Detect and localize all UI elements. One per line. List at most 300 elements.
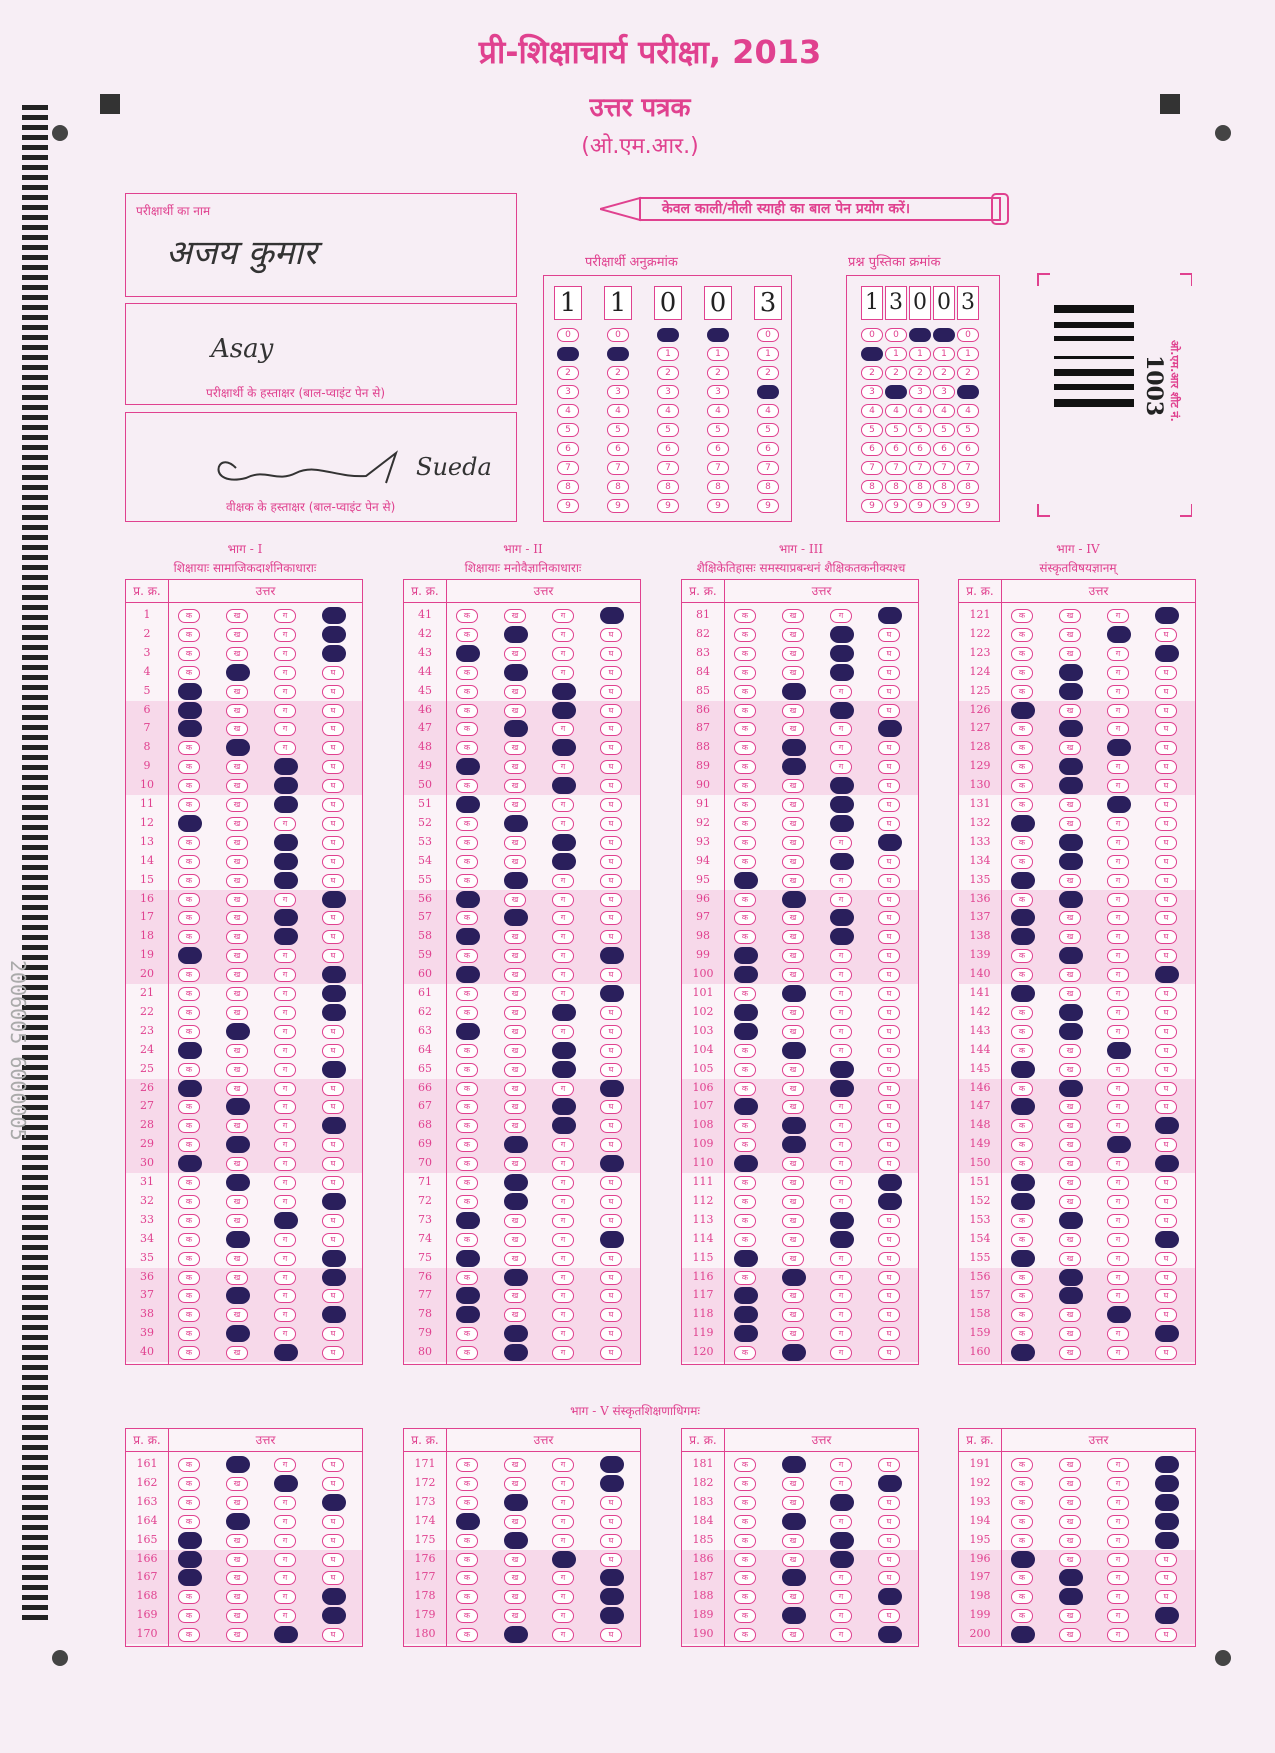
option-bubble[interactable] [226, 1231, 250, 1248]
option-bubble[interactable]: घ [322, 1214, 344, 1228]
option-bubble[interactable]: क [178, 1271, 200, 1285]
option-bubble[interactable]: ग [274, 1252, 296, 1266]
option-bubble[interactable]: ख [504, 930, 526, 944]
option-bubble[interactable]: घ [878, 968, 900, 982]
option-bubble[interactable]: घ [878, 628, 900, 642]
option-bubble[interactable]: ग [552, 930, 574, 944]
option-bubble[interactable]: ग [274, 1100, 296, 1114]
option-bubble[interactable]: घ [1155, 685, 1177, 699]
digit-bubble[interactable]: 4 [885, 404, 907, 418]
digit-bubble[interactable] [757, 385, 779, 399]
option-bubble[interactable]: क [456, 855, 478, 869]
option-bubble[interactable]: घ [322, 760, 344, 774]
option-bubble[interactable]: ग [1107, 949, 1129, 963]
option-bubble[interactable]: क [734, 1571, 756, 1585]
option-bubble[interactable]: घ [1155, 1138, 1177, 1152]
option-bubble[interactable] [178, 1080, 202, 1097]
option-bubble[interactable]: ग [274, 666, 296, 680]
option-bubble[interactable]: घ [322, 685, 344, 699]
option-bubble[interactable]: ग [830, 949, 852, 963]
option-bubble[interactable]: क [178, 1346, 200, 1360]
option-bubble[interactable]: ख [782, 798, 804, 812]
option-bubble[interactable]: घ [600, 760, 622, 774]
option-bubble[interactable]: घ [322, 836, 344, 850]
option-bubble[interactable]: ग [830, 1628, 852, 1642]
digit-bubble[interactable]: 4 [957, 404, 979, 418]
option-bubble[interactable]: ग [274, 1289, 296, 1303]
option-bubble[interactable]: घ [322, 1346, 344, 1360]
digit-bubble[interactable]: 5 [707, 423, 729, 437]
option-bubble[interactable]: ख [782, 1195, 804, 1209]
option-bubble[interactable]: ग [552, 1157, 574, 1171]
digit-bubble[interactable]: 9 [933, 499, 955, 513]
option-bubble[interactable]: क [1011, 1609, 1033, 1623]
option-bubble[interactable]: ग [274, 817, 296, 831]
option-bubble[interactable] [830, 1231, 854, 1248]
option-bubble[interactable]: ग [274, 1458, 296, 1472]
option-bubble[interactable]: घ [600, 1346, 622, 1360]
option-bubble[interactable]: घ [600, 1628, 622, 1642]
option-bubble[interactable]: ख [226, 722, 248, 736]
option-bubble[interactable] [1155, 1513, 1179, 1530]
option-bubble[interactable] [878, 1626, 902, 1643]
option-bubble[interactable]: क [1011, 1327, 1033, 1341]
option-bubble[interactable]: घ [878, 1534, 900, 1548]
option-bubble[interactable]: घ [1155, 911, 1177, 925]
option-bubble[interactable]: ग [274, 1571, 296, 1585]
option-bubble[interactable]: ख [782, 874, 804, 888]
option-bubble[interactable] [1059, 1287, 1083, 1304]
option-bubble[interactable]: ख [1059, 1327, 1081, 1341]
option-bubble[interactable]: घ [1155, 1082, 1177, 1096]
option-bubble[interactable] [552, 834, 576, 851]
option-bubble[interactable] [456, 1023, 480, 1040]
option-bubble[interactable]: घ [1155, 1044, 1177, 1058]
option-bubble[interactable]: क [734, 893, 756, 907]
option-bubble[interactable]: ख [504, 1025, 526, 1039]
option-bubble[interactable]: क [456, 722, 478, 736]
option-bubble[interactable] [504, 1269, 528, 1286]
option-bubble[interactable]: क [1011, 968, 1033, 982]
option-bubble[interactable]: ग [830, 1590, 852, 1604]
option-bubble[interactable]: घ [322, 817, 344, 831]
option-bubble[interactable] [782, 985, 806, 1002]
option-bubble[interactable]: ग [274, 1063, 296, 1077]
option-bubble[interactable] [830, 1551, 854, 1568]
option-bubble[interactable]: ग [274, 1082, 296, 1096]
option-bubble[interactable]: ग [552, 1233, 574, 1247]
option-bubble[interactable]: घ [322, 666, 344, 680]
option-bubble[interactable] [830, 702, 854, 719]
option-bubble[interactable]: ख [782, 1063, 804, 1077]
option-bubble[interactable] [552, 853, 576, 870]
option-bubble[interactable]: ख [1059, 1252, 1081, 1266]
option-bubble[interactable] [178, 947, 202, 964]
option-bubble[interactable]: ग [830, 1327, 852, 1341]
option-bubble[interactable]: ग [1107, 1590, 1129, 1604]
option-bubble[interactable] [504, 1344, 528, 1361]
option-bubble[interactable] [322, 966, 346, 983]
option-bubble[interactable] [1155, 1155, 1179, 1172]
digit-box[interactable]: 0 [704, 286, 732, 320]
option-bubble[interactable]: ख [1059, 1458, 1081, 1472]
option-bubble[interactable]: क [734, 722, 756, 736]
option-bubble[interactable]: क [734, 1082, 756, 1096]
option-bubble[interactable]: क [456, 1571, 478, 1585]
digit-bubble[interactable]: 7 [933, 461, 955, 475]
digit-bubble[interactable]: 3 [557, 385, 579, 399]
option-bubble[interactable]: ग [830, 1458, 852, 1472]
option-bubble[interactable]: ख [1059, 1138, 1081, 1152]
option-bubble[interactable]: घ [878, 1346, 900, 1360]
option-bubble[interactable]: ख [782, 1100, 804, 1114]
option-bubble[interactable]: क [456, 609, 478, 623]
digit-bubble[interactable]: 6 [657, 442, 679, 456]
option-bubble[interactable] [552, 1042, 576, 1059]
option-bubble[interactable] [1059, 1023, 1083, 1040]
option-bubble[interactable]: क [734, 1553, 756, 1567]
option-bubble[interactable]: घ [322, 855, 344, 869]
option-bubble[interactable] [600, 1155, 624, 1172]
option-bubble[interactable]: ग [1107, 609, 1129, 623]
digit-bubble[interactable]: 3 [657, 385, 679, 399]
option-bubble[interactable]: घ [322, 1534, 344, 1548]
option-bubble[interactable]: ख [1059, 1553, 1081, 1567]
option-bubble[interactable]: घ [1155, 1100, 1177, 1114]
option-bubble[interactable]: क [456, 666, 478, 680]
option-bubble[interactable] [1059, 1588, 1083, 1605]
option-bubble[interactable]: ग [1107, 1063, 1129, 1077]
option-bubble[interactable]: घ [322, 1327, 344, 1341]
option-bubble[interactable]: घ [322, 1515, 344, 1529]
option-bubble[interactable]: घ [1155, 949, 1177, 963]
option-bubble[interactable]: क [734, 779, 756, 793]
digit-bubble[interactable]: 1 [757, 347, 779, 361]
option-bubble[interactable]: घ [878, 1233, 900, 1247]
option-bubble[interactable] [1155, 607, 1179, 624]
option-bubble[interactable]: क [734, 930, 756, 944]
option-bubble[interactable]: ग [552, 1214, 574, 1228]
option-bubble[interactable]: क [456, 874, 478, 888]
option-bubble[interactable]: क [734, 609, 756, 623]
option-bubble[interactable]: क [1011, 1233, 1033, 1247]
option-bubble[interactable]: ख [226, 1063, 248, 1077]
digit-bubble[interactable] [909, 328, 931, 342]
option-bubble[interactable]: क [734, 1195, 756, 1209]
digit-bubble[interactable]: 7 [557, 461, 579, 475]
option-bubble[interactable]: ग [552, 1082, 574, 1096]
option-bubble[interactable]: क [178, 609, 200, 623]
option-bubble[interactable] [274, 777, 298, 794]
option-bubble[interactable] [734, 947, 758, 964]
option-bubble[interactable] [1059, 777, 1083, 794]
option-bubble[interactable]: ग [552, 1252, 574, 1266]
option-bubble[interactable]: घ [600, 1176, 622, 1190]
option-bubble[interactable] [1011, 815, 1035, 832]
option-bubble[interactable] [456, 758, 480, 775]
option-bubble[interactable]: ग [1107, 855, 1129, 869]
option-bubble[interactable]: ख [782, 911, 804, 925]
option-bubble[interactable]: घ [878, 1006, 900, 1020]
digit-bubble[interactable]: 0 [557, 328, 579, 342]
option-bubble[interactable] [830, 645, 854, 662]
option-bubble[interactable]: ग [552, 987, 574, 1001]
option-bubble[interactable]: घ [600, 685, 622, 699]
digit-bubble[interactable]: 6 [909, 442, 931, 456]
digit-bubble[interactable]: 7 [957, 461, 979, 475]
option-bubble[interactable]: घ [322, 1628, 344, 1642]
digit-bubble[interactable]: 2 [957, 366, 979, 380]
option-bubble[interactable]: ग [274, 987, 296, 1001]
option-bubble[interactable]: क [734, 1119, 756, 1133]
digit-bubble[interactable]: 9 [757, 499, 779, 513]
option-bubble[interactable]: ख [782, 1477, 804, 1491]
option-bubble[interactable]: ग [1107, 1609, 1129, 1623]
option-bubble[interactable] [1155, 1494, 1179, 1511]
option-bubble[interactable] [226, 1023, 250, 1040]
option-bubble[interactable]: क [734, 1534, 756, 1548]
option-bubble[interactable]: घ [1155, 741, 1177, 755]
option-bubble[interactable]: ख [1059, 817, 1081, 831]
option-bubble[interactable]: क [734, 798, 756, 812]
option-bubble[interactable] [734, 1287, 758, 1304]
digit-bubble[interactable]: 4 [557, 404, 579, 418]
option-bubble[interactable] [600, 1456, 624, 1473]
option-bubble[interactable]: ख [504, 1082, 526, 1096]
option-bubble[interactable]: ख [1059, 1044, 1081, 1058]
option-bubble[interactable]: ग [274, 1308, 296, 1322]
option-bubble[interactable]: घ [322, 1553, 344, 1567]
option-bubble[interactable]: क [456, 779, 478, 793]
option-bubble[interactable] [1155, 1475, 1179, 1492]
option-bubble[interactable]: ख [504, 1553, 526, 1567]
digit-bubble[interactable]: 3 [909, 385, 931, 399]
digit-bubble[interactable]: 9 [657, 499, 679, 513]
digit-bubble[interactable]: 4 [607, 404, 629, 418]
option-bubble[interactable]: ग [552, 1289, 574, 1303]
option-bubble[interactable]: ख [504, 1252, 526, 1266]
digit-bubble[interactable] [557, 347, 579, 361]
option-bubble[interactable]: घ [1155, 704, 1177, 718]
digit-bubble[interactable] [885, 385, 907, 399]
option-bubble[interactable]: ग [552, 874, 574, 888]
option-bubble[interactable]: ख [504, 987, 526, 1001]
option-bubble[interactable]: घ [600, 628, 622, 642]
option-bubble[interactable]: क [1011, 685, 1033, 699]
option-bubble[interactable] [1107, 739, 1131, 756]
option-bubble[interactable]: ख [226, 704, 248, 718]
option-bubble[interactable]: ग [552, 1609, 574, 1623]
option-bubble[interactable]: क [1011, 1044, 1033, 1058]
option-bubble[interactable]: क [456, 1590, 478, 1604]
option-bubble[interactable]: घ [878, 779, 900, 793]
option-bubble[interactable]: ग [830, 685, 852, 699]
option-bubble[interactable] [456, 1250, 480, 1267]
option-bubble[interactable]: ग [1107, 893, 1129, 907]
option-bubble[interactable]: क [456, 911, 478, 925]
option-bubble[interactable] [830, 1532, 854, 1549]
option-bubble[interactable]: ख [1059, 930, 1081, 944]
option-bubble[interactable]: घ [600, 1271, 622, 1285]
digit-bubble[interactable]: 3 [607, 385, 629, 399]
option-bubble[interactable] [178, 1042, 202, 1059]
option-bubble[interactable] [504, 1626, 528, 1643]
option-bubble[interactable] [322, 1269, 346, 1286]
option-bubble[interactable]: क [1011, 1308, 1033, 1322]
option-bubble[interactable]: ग [1107, 1571, 1129, 1585]
option-bubble[interactable]: क [1011, 1571, 1033, 1585]
option-bubble[interactable]: घ [878, 855, 900, 869]
option-bubble[interactable]: ख [226, 647, 248, 661]
option-bubble[interactable] [830, 1080, 854, 1097]
option-bubble[interactable]: क [178, 1609, 200, 1623]
option-bubble[interactable]: क [178, 874, 200, 888]
option-bubble[interactable] [226, 664, 250, 681]
digit-bubble[interactable]: 3 [933, 385, 955, 399]
option-bubble[interactable]: ख [1059, 1477, 1081, 1491]
option-bubble[interactable]: घ [1155, 666, 1177, 680]
option-bubble[interactable]: घ [878, 666, 900, 680]
option-bubble[interactable]: क [734, 1271, 756, 1285]
digit-bubble[interactable]: 1 [707, 347, 729, 361]
option-bubble[interactable]: क [456, 1233, 478, 1247]
option-bubble[interactable]: घ [600, 1119, 622, 1133]
option-bubble[interactable]: ख [1059, 798, 1081, 812]
option-bubble[interactable]: घ [600, 855, 622, 869]
option-bubble[interactable] [782, 739, 806, 756]
option-bubble[interactable]: घ [600, 1289, 622, 1303]
option-bubble[interactable]: क [734, 1044, 756, 1058]
option-bubble[interactable]: ग [274, 1157, 296, 1171]
option-bubble[interactable]: ग [552, 760, 574, 774]
option-bubble[interactable] [178, 1551, 202, 1568]
option-bubble[interactable] [1011, 702, 1035, 719]
option-bubble[interactable] [600, 1607, 624, 1624]
option-bubble[interactable]: घ [1155, 874, 1177, 888]
option-bubble[interactable]: ख [504, 1119, 526, 1133]
option-bubble[interactable] [552, 1551, 576, 1568]
option-bubble[interactable]: ख [782, 666, 804, 680]
option-bubble[interactable]: ग [830, 874, 852, 888]
option-bubble[interactable] [1011, 985, 1035, 1002]
digit-bubble[interactable]: 9 [885, 499, 907, 513]
digit-bubble[interactable]: 2 [607, 366, 629, 380]
digit-bubble[interactable]: 7 [885, 461, 907, 475]
option-bubble[interactable] [830, 664, 854, 681]
option-bubble[interactable] [600, 1588, 624, 1605]
option-bubble[interactable] [178, 1155, 202, 1172]
option-bubble[interactable] [274, 928, 298, 945]
option-bubble[interactable]: क [1011, 1138, 1033, 1152]
option-bubble[interactable]: ख [782, 1496, 804, 1510]
option-bubble[interactable]: ग [552, 911, 574, 925]
option-bubble[interactable] [178, 720, 202, 737]
option-bubble[interactable]: क [456, 685, 478, 699]
option-bubble[interactable] [1059, 834, 1083, 851]
option-bubble[interactable]: क [178, 628, 200, 642]
option-bubble[interactable]: घ [878, 760, 900, 774]
option-bubble[interactable]: घ [878, 647, 900, 661]
option-bubble[interactable]: घ [1155, 817, 1177, 831]
option-bubble[interactable]: क [734, 1458, 756, 1472]
option-bubble[interactable]: ग [1107, 1271, 1129, 1285]
digit-bubble[interactable]: 9 [557, 499, 579, 513]
option-bubble[interactable]: क [1011, 1214, 1033, 1228]
option-bubble[interactable] [782, 1344, 806, 1361]
option-bubble[interactable]: ग [830, 1571, 852, 1585]
option-bubble[interactable]: घ [600, 741, 622, 755]
option-bubble[interactable]: ग [552, 1327, 574, 1341]
option-bubble[interactable]: घ [322, 1289, 344, 1303]
option-bubble[interactable]: घ [600, 1308, 622, 1322]
option-bubble[interactable]: ग [830, 760, 852, 774]
option-bubble[interactable]: क [734, 760, 756, 774]
digit-bubble[interactable]: 8 [957, 480, 979, 494]
option-bubble[interactable]: ख [782, 1082, 804, 1096]
option-bubble[interactable]: ख [782, 1176, 804, 1190]
digit-bubble[interactable]: 1 [657, 347, 679, 361]
digit-bubble[interactable]: 6 [933, 442, 955, 456]
option-bubble[interactable]: ग [274, 1534, 296, 1548]
option-bubble[interactable] [456, 966, 480, 983]
option-bubble[interactable] [1011, 1098, 1035, 1115]
option-bubble[interactable]: क [734, 1233, 756, 1247]
option-bubble[interactable]: ग [552, 609, 574, 623]
option-bubble[interactable]: घ [878, 1515, 900, 1529]
option-bubble[interactable] [600, 607, 624, 624]
option-bubble[interactable]: ग [1107, 1458, 1129, 1472]
option-bubble[interactable]: घ [1155, 1195, 1177, 1209]
option-bubble[interactable] [734, 1155, 758, 1172]
option-bubble[interactable]: ग [830, 987, 852, 1001]
option-bubble[interactable] [456, 891, 480, 908]
option-bubble[interactable]: घ [878, 1252, 900, 1266]
digit-bubble[interactable]: 7 [909, 461, 931, 475]
option-bubble[interactable]: ख [226, 1044, 248, 1058]
option-bubble[interactable]: क [1011, 1496, 1033, 1510]
option-bubble[interactable] [734, 1023, 758, 1040]
option-bubble[interactable]: ख [1059, 1195, 1081, 1209]
digit-bubble[interactable]: 5 [909, 423, 931, 437]
option-bubble[interactable] [1107, 626, 1131, 643]
option-bubble[interactable] [274, 834, 298, 851]
option-bubble[interactable]: घ [1155, 722, 1177, 736]
option-bubble[interactable]: ख [1059, 1534, 1081, 1548]
option-bubble[interactable] [734, 1250, 758, 1267]
option-bubble[interactable]: घ [878, 1553, 900, 1567]
option-bubble[interactable]: घ [600, 1100, 622, 1114]
option-bubble[interactable]: क [1011, 609, 1033, 623]
digit-bubble[interactable]: 5 [957, 423, 979, 437]
option-bubble[interactable]: ख [1059, 1233, 1081, 1247]
option-bubble[interactable] [878, 1174, 902, 1191]
option-bubble[interactable] [830, 928, 854, 945]
option-bubble[interactable]: ख [226, 685, 248, 699]
option-bubble[interactable]: क [178, 1289, 200, 1303]
option-bubble[interactable]: ग [1107, 874, 1129, 888]
option-bubble[interactable]: ख [226, 1477, 248, 1491]
option-bubble[interactable] [456, 1513, 480, 1530]
option-bubble[interactable]: ग [274, 1515, 296, 1529]
option-bubble[interactable]: ग [830, 1609, 852, 1623]
digit-bubble[interactable]: 6 [861, 442, 883, 456]
digit-bubble[interactable]: 3 [707, 385, 729, 399]
option-bubble[interactable]: क [1011, 1590, 1033, 1604]
option-bubble[interactable]: ख [504, 1063, 526, 1077]
option-bubble[interactable]: घ [600, 1006, 622, 1020]
digit-bubble[interactable]: 6 [757, 442, 779, 456]
option-bubble[interactable]: क [1011, 779, 1033, 793]
